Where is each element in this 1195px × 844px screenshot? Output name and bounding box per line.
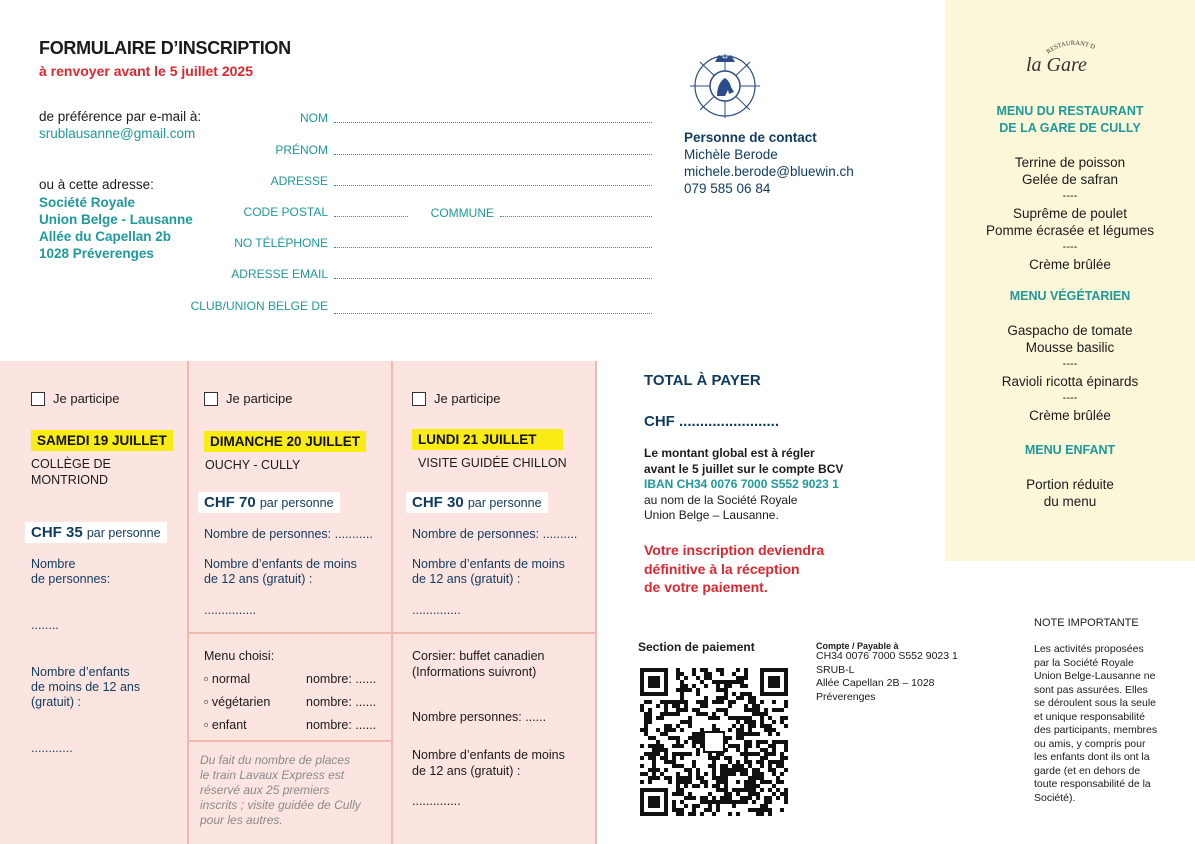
field-label-telephone: NO TÉLÉPHONE	[234, 236, 328, 250]
day2-kids-label: de 12 ans (gratuit) :	[204, 572, 313, 586]
menu-separator: ----	[1062, 190, 1078, 202]
contact-email[interactable]: michele.berode@bluewin.ch	[684, 164, 854, 179]
day1-persons-label: de personnes:	[31, 572, 111, 586]
total-amount-input[interactable]: CHF ........................	[644, 413, 780, 430]
menu-separator: ----	[1062, 392, 1078, 404]
day1-date: SAMEDI 19 JUILLET	[31, 430, 173, 451]
checkbox-box[interactable]	[412, 392, 426, 406]
checkbox-label: Je participe	[53, 391, 120, 406]
note-line: et unique responsabilité	[1034, 710, 1145, 723]
day3-corsier-kids-input[interactable]: ..............	[412, 794, 461, 808]
menu-heading-line2: DE LA GARE DE CULLY	[999, 121, 1141, 135]
price-unit: par personne	[259, 496, 334, 510]
address-line: 1028 Préverenges	[39, 246, 154, 261]
kids-menu-heading: MENU ENFANT	[1024, 443, 1116, 457]
payment-section-title: Section de paiement	[638, 640, 755, 654]
checkbox-label: Je participe	[434, 391, 501, 406]
logo-text: la Gare	[1026, 54, 1087, 76]
divider	[391, 361, 393, 844]
code-postal-input-line[interactable]	[334, 215, 408, 217]
day2-place: OUCHY - CULLY	[205, 458, 301, 472]
option-label: végétarien	[211, 695, 271, 709]
note-line: le train Lavaux Express est	[200, 768, 345, 782]
total-heading: TOTAL À PAYER	[644, 372, 761, 389]
menu-item: Portion réduite	[1026, 477, 1114, 492]
checkbox-label: Je participe	[226, 391, 293, 406]
divider	[187, 632, 595, 634]
field-label-prenom: PRÉNOM	[275, 143, 328, 157]
email-input-line[interactable]	[334, 277, 652, 279]
note-line: sont pas assurées. Elles	[1034, 683, 1148, 696]
note-line: des participants, membres	[1034, 724, 1158, 736]
price-unit: par personne	[467, 496, 542, 510]
menu-item: Ravioli ricotta épinards	[1001, 374, 1139, 389]
account-line: Préverenges	[816, 690, 876, 703]
day1-kids-label: de moins de 12 ans	[31, 680, 141, 694]
day1-kids-label: Nombre d’enfants	[31, 665, 130, 679]
menu-item: du menu	[1043, 494, 1097, 509]
contact-phone[interactable]: 079 585 06 84	[684, 181, 771, 196]
day3-price	[406, 492, 548, 513]
option-label: enfant	[211, 718, 247, 732]
day3-persons[interactable]: Nombre de personnes: ..........	[412, 527, 578, 541]
price-amount: CHF 30	[412, 494, 464, 511]
payment-instructions	[644, 446, 843, 524]
payment-line: Le montant global est à régler	[644, 446, 815, 460]
menu-item: Gelée de safran	[1021, 172, 1119, 187]
menu-heading-line1: MENU DU RESTAURANT	[996, 104, 1144, 118]
account-line: CH34 0076 7000 S552 9023 1	[816, 650, 958, 662]
warning-line: Votre inscription deviendra	[644, 542, 825, 558]
account-details	[816, 650, 958, 704]
option-label: normal	[211, 672, 251, 686]
field-label-adresse: ADRESSE	[270, 174, 328, 188]
note-heading: NOTE IMPORTANTE	[1034, 617, 1139, 629]
contact-heading: Personne de contact	[684, 130, 817, 145]
logo-arc-text: RESTAURANT D	[1045, 39, 1096, 56]
day3-kids-input[interactable]: ..............	[412, 603, 461, 617]
day2-menu-label: Menu choisi:	[204, 649, 275, 663]
note-line: pour les autres.	[200, 813, 283, 827]
payment-line: au nom de la Société Royale	[644, 492, 798, 507]
field-label-code-postal: CODE POSTAL	[243, 205, 328, 219]
checkbox-box[interactable]	[204, 392, 218, 406]
address-line: Union Belge - Lausanne	[39, 212, 193, 227]
menu-item: Suprême de poulet	[1012, 206, 1128, 221]
day1-persons-label: Nombre	[31, 557, 76, 571]
menu-option-vegetarien[interactable]: ▫ végétarien	[204, 695, 271, 709]
day1-kids-label: (gratuit) :	[31, 695, 82, 709]
menu-separator: ----	[1062, 358, 1078, 370]
form-title: FORMULAIRE D’INSCRIPTION	[39, 38, 291, 58]
note-line: se déroulent sous la seule	[1034, 697, 1156, 709]
payment-warning	[644, 541, 824, 597]
deadline-subtitle: à renvoyer avant le 5 juillet 2025	[39, 63, 254, 79]
note-line: par la Société Royale	[1034, 656, 1134, 669]
postal-address	[39, 194, 193, 262]
day3-kids-label: Nombre d’enfants de moins	[412, 557, 565, 571]
email-link[interactable]: srublausanne@gmail.com	[39, 126, 196, 141]
note-body	[1034, 643, 1157, 805]
svg-text:RESTAURANT DE CULLY	[1020, 38, 1096, 56]
day2-persons[interactable]: Nombre de personnes: ...........	[204, 527, 373, 541]
day2-note	[200, 753, 361, 828]
day2-date: DIMANCHE 20 JUILLET	[204, 431, 366, 452]
day3-place: VISITE GUIDÉE CHILLON	[418, 456, 567, 470]
day2-price	[198, 492, 340, 513]
telephone-input-line[interactable]	[334, 246, 652, 248]
contact-name: Michèle Berode	[684, 147, 778, 162]
price-amount: CHF 35	[31, 524, 83, 541]
adresse-input-line[interactable]	[334, 184, 652, 186]
prenom-input-line[interactable]	[334, 153, 652, 155]
day2-participate-checkbox[interactable]	[204, 391, 292, 406]
day3-corsier-persons[interactable]: Nombre personnes: ......	[412, 710, 547, 724]
day3-corsier-info: (Informations suivront)	[412, 665, 537, 679]
day1-participate-checkbox[interactable]	[31, 391, 119, 406]
note-line: inscrits ; visite guidée de Cully	[200, 798, 361, 812]
warning-line: de votre paiement.	[644, 579, 768, 595]
menu-item: Mousse basilic	[1025, 340, 1115, 355]
day3-kids-label: de 12 ans (gratuit) :	[412, 572, 521, 586]
menu-option-normal[interactable]: ▫ normal	[204, 672, 251, 686]
account-label: Compte / Payable à	[816, 641, 899, 651]
day1-persons-input[interactable]: ........	[31, 618, 59, 632]
checkbox-box[interactable]	[31, 392, 45, 406]
email-intro: de préférence par e-mail à:	[39, 109, 202, 124]
restaurant-logo	[1020, 38, 1115, 78]
address-line: Allée du Capellan 2b	[39, 229, 172, 244]
day3-corsier: Corsier: buffet canadien	[412, 649, 545, 663]
menu-count-normal[interactable]: nombre: ......	[306, 672, 377, 686]
note-line: Union Belge-Lausanne ne	[1034, 670, 1156, 682]
note-line: réservé aux 25 premiers	[200, 783, 330, 797]
day3-corsier-kids-label: de 12 ans (gratuit) :	[412, 764, 521, 778]
payment-line: Union Belge – Lausanne.	[644, 508, 779, 522]
menu-count-enfant[interactable]: nombre: ......	[306, 718, 377, 732]
menu-item: Crème brûlée	[1029, 257, 1111, 272]
note-line: Du fait du nombre de places	[200, 753, 351, 767]
warning-line: définitive à la réception	[644, 560, 800, 577]
menu-item: Terrine de poisson	[1014, 155, 1126, 170]
field-label-club: CLUB/UNION BELGE DE	[190, 299, 328, 313]
menu-separator: ----	[1062, 241, 1078, 253]
address-line: Société Royale	[39, 195, 136, 210]
note-line: ou amis, y compris pour	[1034, 737, 1146, 750]
day3-participate-checkbox[interactable]	[412, 391, 500, 406]
account-line: SRUB-L	[816, 663, 855, 676]
note-line: Société).	[1034, 791, 1076, 804]
day3-corsier-kids-label: Nombre d’enfants de moins	[412, 748, 565, 762]
day1-place-line1: COLLÈGE DE	[31, 457, 111, 471]
day1-place-line2: MONTRIOND	[31, 473, 109, 487]
menu-count-vegetarien[interactable]: nombre: ......	[306, 695, 377, 709]
qr-center-cross-icon	[704, 732, 724, 752]
field-label-commune: COMMUNE	[430, 206, 494, 220]
day2-kids-input[interactable]: ...............	[204, 603, 257, 617]
price-unit: par personne	[86, 526, 161, 540]
qr-code[interactable]	[640, 668, 788, 816]
note-line: toute responsabilité de la	[1034, 778, 1151, 790]
menu-item: Gaspacho de tomate	[1007, 323, 1133, 338]
menu-item: Pomme écrasée et légumes	[985, 223, 1155, 238]
note-line: les enfants dont ils ont la	[1034, 751, 1150, 763]
note-line: Les activités proposées	[1034, 643, 1144, 655]
club-input-line[interactable]	[334, 312, 652, 314]
veg-menu-heading: MENU VÉGÉTARIEN	[1009, 289, 1131, 303]
menu-option-enfant[interactable]: ▫ enfant	[204, 718, 247, 732]
nom-input-line[interactable]	[334, 121, 652, 123]
day1-kids-input[interactable]: ............	[31, 741, 73, 755]
note-line: garde (et en dehors de	[1034, 764, 1141, 777]
commune-input-line[interactable]	[500, 215, 652, 217]
divider	[187, 361, 189, 844]
day3-date: LUNDI 21 JUILLET	[412, 429, 563, 450]
divider	[187, 740, 392, 742]
day2-kids-label: Nombre d’enfants de moins	[204, 557, 357, 571]
field-label-nom: NOM	[300, 111, 328, 125]
field-label-email: ADRESSE EMAIL	[231, 267, 328, 281]
divider	[595, 361, 597, 844]
payment-line: avant le 5 juillet sur le compte BCV	[644, 461, 844, 476]
iban: IBAN CH34 0076 7000 S552 9023 1	[644, 477, 839, 491]
account-line: Allée Capellan 2B – 1028	[816, 677, 935, 689]
menu-item: Crème brûlée	[1029, 408, 1111, 423]
price-amount: CHF 70	[204, 494, 256, 511]
address-intro: ou à cette adresse:	[39, 177, 154, 192]
day1-price	[25, 522, 167, 543]
society-crest-icon	[684, 52, 766, 118]
